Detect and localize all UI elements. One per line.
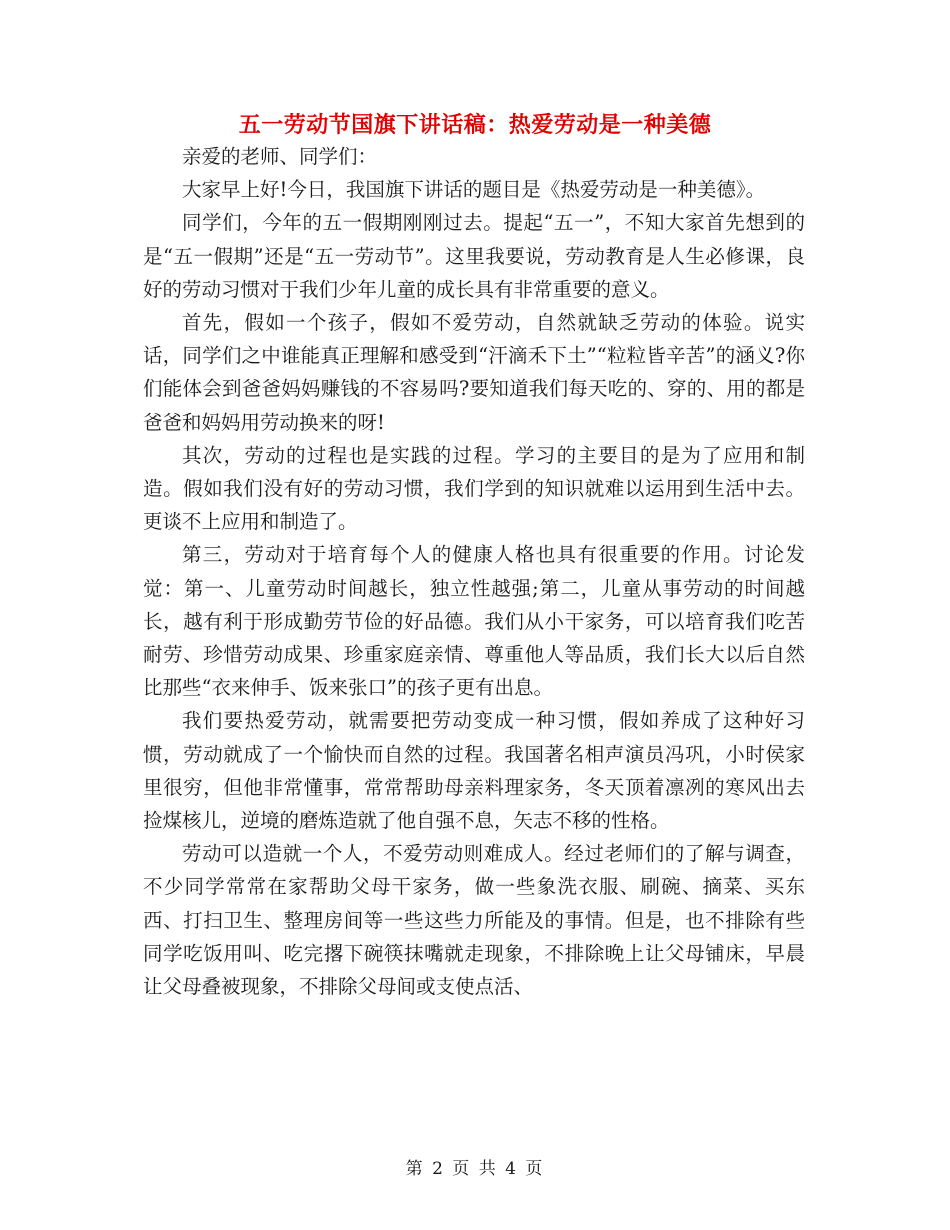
- page-footer: 第 2 页 共 4 页: [405, 1159, 545, 1179]
- paragraph-1: 同学们，今年的五一假期刚刚过去。提起“五一”，不知大家首先想到的是“五一假期”还是“五一劳动节”。这里我要说，劳动教育是人生必修课，良好的劳动习惯对于我们少年儿童的成长具有非常重要的意义。: [143, 211, 805, 301]
- paragraph-3: 其次，劳动的过程也是实践的过程。学习的主要目的是为了应用和制造。假如我们没有好的劳动习惯，我们学到的知识就难以运用到生活中去。更谈不上应用和制造了。: [143, 443, 805, 534]
- paragraph-6: 劳动可以造就一个人，不爱劳动则难成人。经过老师们的了解与调查，不少同学常常在家帮助父母干家务，做一些象洗衣服、刷碗、摘菜、买东西、打扫卫生、整理房间等一些这些力所能及的事情。但是，也不排除有些同学吃饭用叫、吃完撂下碗筷抹嘴就走现象，不排除晚上让父母铺床，早晨让父母叠被现象，不排除父母间或支使点活、: [143, 842, 805, 999]
- paragraph-intro: 大家早上好!今日，我国旗下讲话的题目是《热爱劳动是一种美德》。: [182, 178, 766, 202]
- paragraph-greeting: 亲爱的老师、同学们：: [182, 145, 378, 168]
- paragraph-5: 我们要热爱劳动，就需要把劳动变成一种习惯，假如养成了这种好习惯，劳动就成了一个愉快而自然的过程。我国著名相声演员冯巩，小时侯家里很穷，但他非常懂事，常常帮助母亲料理家务，冬天顶着凛冽的寒风出去捡煤核儿，逆境的磨炼造就了他自强不息，矢志不移的性格。: [143, 709, 805, 833]
- paragraph-2: 首先，假如一个孩子，假如不爱劳动，自然就缺乏劳动的体验。说实话，同学们之中谁能真正理解和感受到“汗滴禾下土”“粒粒皆辛苦”的涵义?你们能体会到爸爸妈妈赚钱的不容易吗?要知道我们每天吃的、穿的、用的都是爸爸和妈妈用劳动换来的呀!: [143, 311, 805, 434]
- paragraph-4: 第三，劳动对于培育每个人的健康人格也具有很重要的作用。讨论发觉：第一、儿童劳动时间越长，独立性越强;第二，儿童从事劳动的时间越长，越有利于形成勤劳节俭的好品德。我们从小干家务，可以培育我们吃苦耐劳、珍惜劳动成果、珍重家庭亲情、尊重他人等品质，我们长大以后自然比那些“衣来伸手、饭来张口”的孩子更有出息。: [143, 543, 805, 700]
- document-body: [143, 140, 805, 1003]
- document-title: 五一劳动节国旗下讲话稿：热爱劳动是一种美德: [238, 112, 712, 138]
